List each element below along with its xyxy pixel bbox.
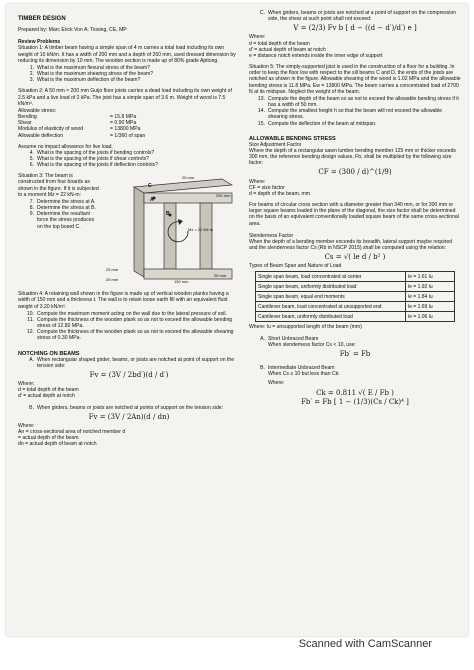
- left-column: [18, 10, 240, 448]
- size-factor-where: CF = size factor: [249, 184, 285, 191]
- moment-label: Mz = 22 kN·m: [188, 227, 214, 233]
- table-row: Cantilever beam, load concentrated at unsupported end le = 1.69 lu: [256, 302, 455, 312]
- property-row: Shear = 0.90 MPa: [18, 120, 137, 127]
- notch-b-where: = actual depth of the beam: [18, 435, 79, 442]
- dim-label: 150 mm: [174, 279, 189, 285]
- table-row: Single span beam, load concentrated at center le = 1.61 lu: [256, 272, 455, 282]
- fb-prime-formula: Fb′ = Fb [ 1 − (1/3)(Cs / Ck)⁴ ]: [301, 397, 409, 406]
- notch-b-where: Where:: [18, 422, 35, 429]
- list-item: 7. Determine the stress at A.: [29, 198, 96, 205]
- ck-formula: Ck = 0.811 √( E / Fb ): [316, 388, 394, 397]
- list-item: 15. Compute the deflection of the beam at midspan.: [257, 120, 377, 127]
- document-title: TIMBER DESIGN: [18, 16, 66, 22]
- notch-b-where: An = cross-sectional area of notched member d: [18, 429, 126, 436]
- table-row: Cantilever beam, uniformly distributed load le = 1.06 lu: [256, 312, 455, 322]
- size-factor-formula: CF = (300 / d)^(1/9): [318, 168, 392, 177]
- slenderness-text: When the depth of a bending member exceeds its breadth, lateral support maybe required and the slenderness factor Cs (Rb in NSCP 2015) shall be computed using the relation:: [249, 238, 453, 251]
- size-factor-where: d = depth of the beam, mm: [249, 190, 311, 197]
- dim-label: 25 mm: [182, 175, 195, 181]
- situation-3-text: [18, 173, 100, 289]
- list-item: 11. Compute the thickness of the wooden plank so as not to exceed the allowable bending stress of 12.80 MPa.: [27, 316, 233, 330]
- notch-c-where: d′ = actual depth of beam at notch: [249, 46, 326, 53]
- situation-2: Situation 2: A 50 mm × 200 mm Guijo floor joists carries a dead load including its own weight of 2.5 kPa and a live load of 2 kPa. The joist has a simple span of 3.6 m. Weight of wood is 7.5 kN/m³.: [18, 88, 232, 107]
- list-item: 2. What is the maximum shearing stress of the beam?: [29, 71, 154, 78]
- notch-a-where: Where:: [18, 381, 35, 388]
- list-item: 13. Compute the depth of the beam so as not to exceed the allowable bending stress if it has a width of 50 mm.: [257, 95, 459, 109]
- circular-section-text: For beams of circular cross section with a diameter greater than 340 mm, or for 300 mm or larger square beams loaded in the plane of the diagonal, the size factor shall be determined on the basis of an equivalent conventionally loaded square beam of the same cross-sectional area.: [249, 202, 459, 227]
- notch-case-a: A. When rectangular shaped girder, beams, or joists are notched at point of support on the tension side:: [29, 356, 235, 369]
- beam-types-table: [255, 271, 455, 322]
- list-item: 9. Determine the resultant force the stress produces on the top board C.: [29, 211, 95, 230]
- allowable-bending-title: ALLOWABLE BENDING STRESS: [249, 135, 336, 142]
- notching-title: NOTCHING ON BEAMS: [18, 350, 80, 357]
- notch-c-where: d = total depth of the beam: [249, 40, 310, 47]
- size-factor-where: Where:: [249, 178, 266, 185]
- situation-5: Situation 5: The simply-supported joist is used in the construction of a floor for a building. In order to keep the floor low with respect to the sill beams C and D, the ends of the joists are notched as shown in the figure. Allowable shearing of the wood is 1.02 MPa and the allowable bending stress is 11.8 MPa. Ew = 13800 MPa. The beam carries a concentrated load of 2700 N at its midspan. Neglect the weight of the beam.: [249, 64, 461, 95]
- situation-4: Situation 4: A retaining wall shown in the figure is made up of vertical wooden planks having a width of 150 mm and a thickness t. The wall is to retain loose earth fill with an equivalent fluid weight of 3.20 kN/m³.: [18, 291, 229, 310]
- list-item: 4. What is the spacing of the joists if bending controls?: [29, 149, 155, 156]
- notch-case-c: C. When girders, beams or joists are notched at a point of support on the compression side, the shear at such point shall not exceed:: [259, 10, 457, 23]
- notch-b-formula: Fv = (3V / 2An)(d / dn): [88, 412, 170, 421]
- notch-c-where: Where:: [249, 34, 266, 41]
- list-item: 5. What is the spacing of the joists if shear controls?: [29, 155, 149, 162]
- situation-3: Situation 3: The beam is constructed from four boards as shown in the figure. If it is subjected to a moment Mz = 22 kN-m:: [18, 173, 99, 198]
- dim-label: 25 mm: [106, 277, 119, 283]
- notch-case-b: B. When girders, beams or joists are notched at points of support on the tension side:: [29, 404, 224, 411]
- assumption-note: Assume no impact allowance for live load.: [18, 143, 113, 150]
- notch-a-formula: Fv = (3V / 2bd′)(d / d′): [89, 371, 169, 379]
- list-item: 14. Compute the smallest height h so that the beam will not exceed the allowable shearing stress.: [257, 108, 443, 121]
- size-factor-title: Size Adjustment Factor: [249, 141, 302, 148]
- right-column: [249, 10, 461, 408]
- beam-section-drawing: [104, 175, 240, 287]
- allowable-stress-label: Allowable stress:: [18, 107, 57, 114]
- notch-a-where: d = total depth of the beam: [18, 387, 79, 394]
- notch-a-where: d′ = actual depth at notch: [18, 393, 75, 400]
- intermediate-where: Where:: [268, 380, 285, 387]
- list-item: 1. What is the maximum flexural stress of the beam?: [29, 64, 150, 71]
- list-item: 12. Compute the thickness of the wooden plank so as not to exceed the allowable shearing stress of 0.30 MPa.: [26, 329, 234, 342]
- short-beam-text: When slenderness factor Cs < 10, use:: [268, 341, 356, 348]
- dim-label: 250 mm: [216, 193, 231, 199]
- notch-c-where: e = distance notch extends inside the inner edge of support: [249, 52, 383, 59]
- table-row: Single span beam, equal end moments le = 1.84 lu: [256, 292, 455, 302]
- situation-1: Situation 1: A timber beam having a simple span of 4 m carries a total load including its own weight of 10 kN/m. It has a width of 200 mm and a depth of 260 mm, used dressed dimension by reducing its dimension by 10 mm. The wooden section is made up of 80% grade Apitong.: [18, 45, 236, 64]
- notch-b-where: dn = actual depth of beam at notch: [18, 441, 97, 448]
- short-beam-heading: A. Short Unbraced Beam: [260, 335, 319, 342]
- property-row: Bending = 15.8 MPa: [18, 114, 137, 121]
- beam-types-title: Types of Beam Span and Nature of Load: [249, 263, 342, 270]
- property-row: Modulus of elasticity of wood = 13800 MPa: [18, 126, 141, 133]
- intermediate-beam-text: When Cs ≥ 10 but less than Ck:: [268, 371, 340, 378]
- notch-c-formula: V = (2/3) Fv b [ d − ((d − d′)/d′) e ]: [293, 24, 417, 33]
- point-a-label: A: [150, 197, 154, 204]
- point-b-label: B: [166, 211, 170, 218]
- four-board-beam-figure: [104, 175, 240, 287]
- short-beam-formula: Fb′ = Fb: [339, 349, 371, 358]
- board-c-label: C: [148, 183, 152, 190]
- dim-label: 25 mm: [106, 267, 119, 273]
- situation-3-block: [18, 173, 240, 289]
- review-title: Review Problems: [18, 39, 61, 46]
- scanner-footer: Scanned with CamScanner: [298, 638, 432, 650]
- intermediate-beam-heading: B. Intermediate Unbraced Beam: [260, 365, 335, 372]
- slenderness-title: Slenderness Factor: [249, 232, 294, 239]
- prepared-by: Prepared by: Marc Erick Von A. Tiosing, CE, MP: [18, 27, 127, 34]
- property-row: Allowable deflection = 1/360 of span: [18, 132, 146, 139]
- types-where: Where: lu = unsupported length of the beam (mm): [249, 324, 362, 331]
- list-item: 8. Determine the stress at B.: [29, 205, 96, 212]
- table-row: Single span beam, uniformly distributed load le = 1.92 lu: [256, 282, 455, 292]
- slenderness-formula: Cs = √( le d / b² ): [324, 253, 386, 262]
- list-item: 10. Compute the maximum moment acting on the wall due to the lateral pressure of soil.: [26, 310, 227, 317]
- scanned-page: [6, 4, 468, 636]
- dim-label: 25 mm: [214, 273, 227, 279]
- list-item: 3. What is the maximum deflection of the beam?: [29, 77, 141, 84]
- list-item: 6. What is the spacing of the joists if deflection controls?: [29, 162, 158, 169]
- size-factor-text: Where the depth of a rectangular sawn lumber bending member 125 mm or thicker exceeds 300 mm, the reference bending design values, Fb, shall be multiplied by the following size factor:: [249, 147, 456, 167]
